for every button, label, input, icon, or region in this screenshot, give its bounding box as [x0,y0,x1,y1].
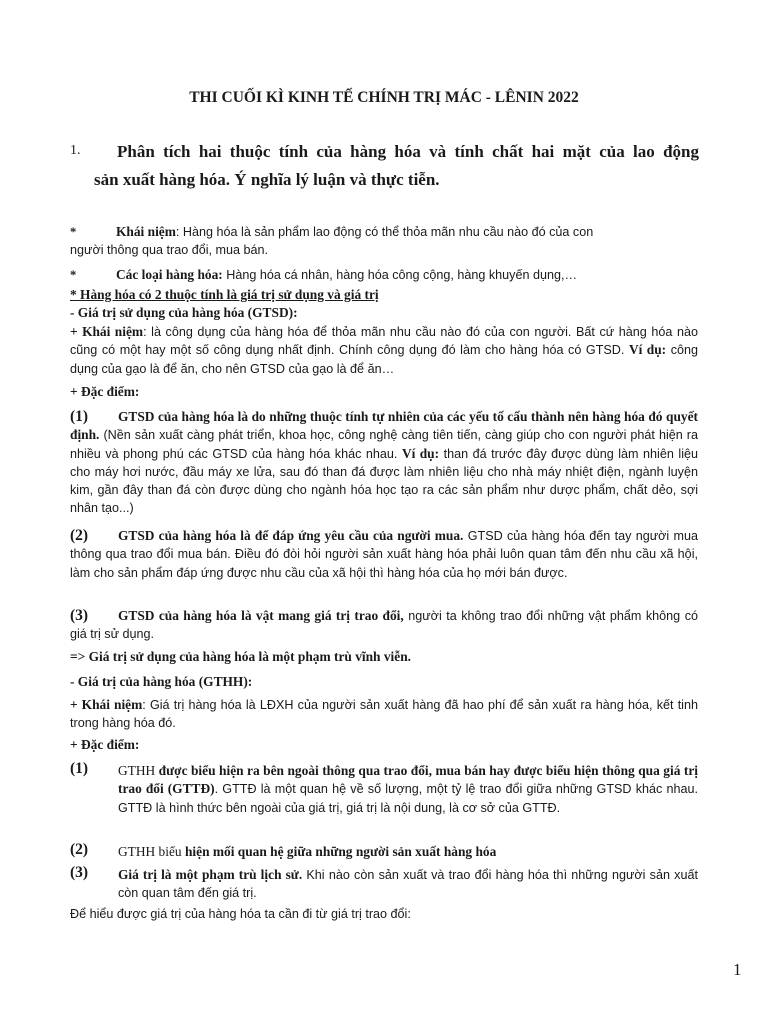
gtsd-dac-diem: + Đặc điểm: [70,384,140,399]
bullet-star: * [70,268,77,282]
gtsd-kn-label: + Khái niệm [70,324,144,339]
gtsd-p2-text: GTSD của hàng hóa đến tay người mua thông qua trao đổi mua bán. Điều đó đòi hỏi người sản xuất hàng hóa phải luôn quan tâm đến nhu cầu xã hội, làm cho sản phẩm đáp ứng được nhu cầu của xã hội thì hàng hóa của họ mới bán được. [70,529,698,580]
hai-thuoc-tinh-heading: * Hàng hóa có 2 thuộc tính là giá trị sử dụng và giá trị [70,287,379,302]
gtsd-p1-text: (Nền sản xuất càng phát triển, khoa học, công nghệ càng tiên tiến, càng giúp cho con người phát hiện ra nhiều và phong phú các GTSD của hàng hóa khác nhau. [70,428,698,461]
point-number: (2) [70,527,89,544]
gtsd-p3-bold: GTSD của hàng hóa là vật mang giá trị trao đổi, [118,608,404,623]
point-number: (2) [70,841,89,858]
gtsd-point-2 [70,527,698,582]
gtsd-heading: - Giá trị sử dụng của hàng hóa (GTSD): [70,305,298,320]
gthh-p1-bold: được biểu hiện ra bên ngoài thông qua trao đổi, mua bán hay được biểu hiện thông qua giá trị trao đổi (GTTĐ) [118,763,698,797]
gtsd-conclusion: => Giá trị sử dụng của hàng hóa là một phạm trù vĩnh viễn. [70,649,412,664]
gthh-dac-diem: + Đặc điểm: [70,737,140,752]
question-line-2: sản xuất hàng hóa. Ý nghĩa lý luận và thực tiễn. [94,170,440,189]
khai-niem-text-2: người thông qua trao đổi, mua bán. [70,243,269,258]
gtsd-point-1 [70,408,698,518]
point-number: (1) [70,408,89,425]
document-title: THI CUỐI KÌ KINH TẾ CHÍNH TRỊ MÁC - LÊNIN 2022 [189,89,579,106]
gthh-kn-label: + Khái niệm [70,697,143,712]
cac-loai-text: Hàng hóa cá nhân, hàng hóa công cộng, hàng khuyến dụng,… [222,268,578,282]
page-number: 1 [733,960,742,979]
gtsd-p1-text-2: than đá trước đây được dùng làm nhiên liệu cho máy hơi nước, đầu máy xe lửa, sau đó than đá được làm nhiên liệu cho nhà máy nhiệt điện, ngành luyện kim, gần đây than đá còn được dùng cho ngành hóa học tạo ra các sản phẩm như dược phẩm, chất dẻo, sợi nhân tạo...) [70,446,698,516]
gtsd-p2-bold: GTSD của hàng hóa là để đáp ứng yêu cầu của người mua. [118,528,464,543]
gtsd-khai-niem [70,323,698,378]
gthh-point-2 [70,843,698,861]
gthh-p3-bold: Giá trị là một phạm trù lịch sử. [118,867,303,882]
gtsd-kn-text: : là công dụng của hàng hóa để thỏa mãn nhu cầu nào đó của con người. Bất cứ hàng hóa nào cũng có một hay một số công dụng nhất định. Chính công dụng đó làm cho hàng hóa có GTSD. [70,325,698,358]
khai-niem-block [70,223,698,260]
gtsd-point-3 [70,607,698,644]
gtsd-vd-text: công dụng của gạo là để ăn, cho nên GTSD của gạo là để ăn… [70,343,698,376]
question-number: 1. [70,143,81,158]
gthh-point-1 [70,762,698,817]
point-number: (3) [70,607,89,624]
gtsd-p1-vd: Ví dụ: [401,445,440,461]
gtsd-vd-label: Ví dụ: [628,342,667,358]
gthh-closing: Để hiểu được giá trị của hàng hóa ta cần đi từ giá trị trao đổi: [70,907,411,921]
gthh-khai-niem [70,696,698,733]
gthh-p2-pre: GTHH biểu [118,844,185,859]
gthh-point-3 [70,866,698,903]
gtsd-p3-text: người ta không trao đổi những vật phẩm không có giá trị sử dụng. [70,609,698,642]
cac-loai-label: Các loại hàng hóa: [116,267,223,282]
point-number: (1) [70,760,89,777]
gthh-p3-text: Khi nào còn sản xuất và trao đổi hàng hóa thì những người sản xuất còn quan tâm đến giá trị. [118,868,698,901]
khai-niem-text-1: : Hàng hóa là sản phẩm lao động có thể thỏa mãn nhu cầu nào đó của con [175,225,594,239]
gtsd-p1-bold: GTSD của hàng hóa là do những thuộc tính tự nhiên của các yếu tố cấu thành nên hàng hóa đó quyết định. [70,409,698,443]
gthh-heading: - Giá trị của hàng hóa (GTHH): [70,674,253,689]
gthh-p2-bold: hiện mối quan hệ giữa những người sản xuất hàng hóa [184,844,497,859]
gthh-p1-text: . GTTĐ là một quan hệ về số lượng, một tỷ lệ trao đổi giữa những GTSD khác nhau. GTTĐ là hình thức bên ngoài của giá trị, giá trị là nội dung, là cơ sở của GTTĐ. [118,782,698,815]
gthh-kn-text: : Giá trị hàng hóa là LĐXH của người sản xuất hàng đã hao phí để sản xuất ra hàng hóa, kết tinh trong hàng hóa đó. [70,698,698,731]
question-line-1: Phân tích hai thuộc tính của hàng hóa và tính chất hai mặt của lao động [117,142,699,161]
gthh-p1-pre: GTHH [118,763,159,778]
khai-niem-label: Khái niệm [116,224,176,239]
cac-loai-block [70,266,698,284]
point-number: (3) [70,864,89,881]
bullet-star: * [70,225,77,239]
